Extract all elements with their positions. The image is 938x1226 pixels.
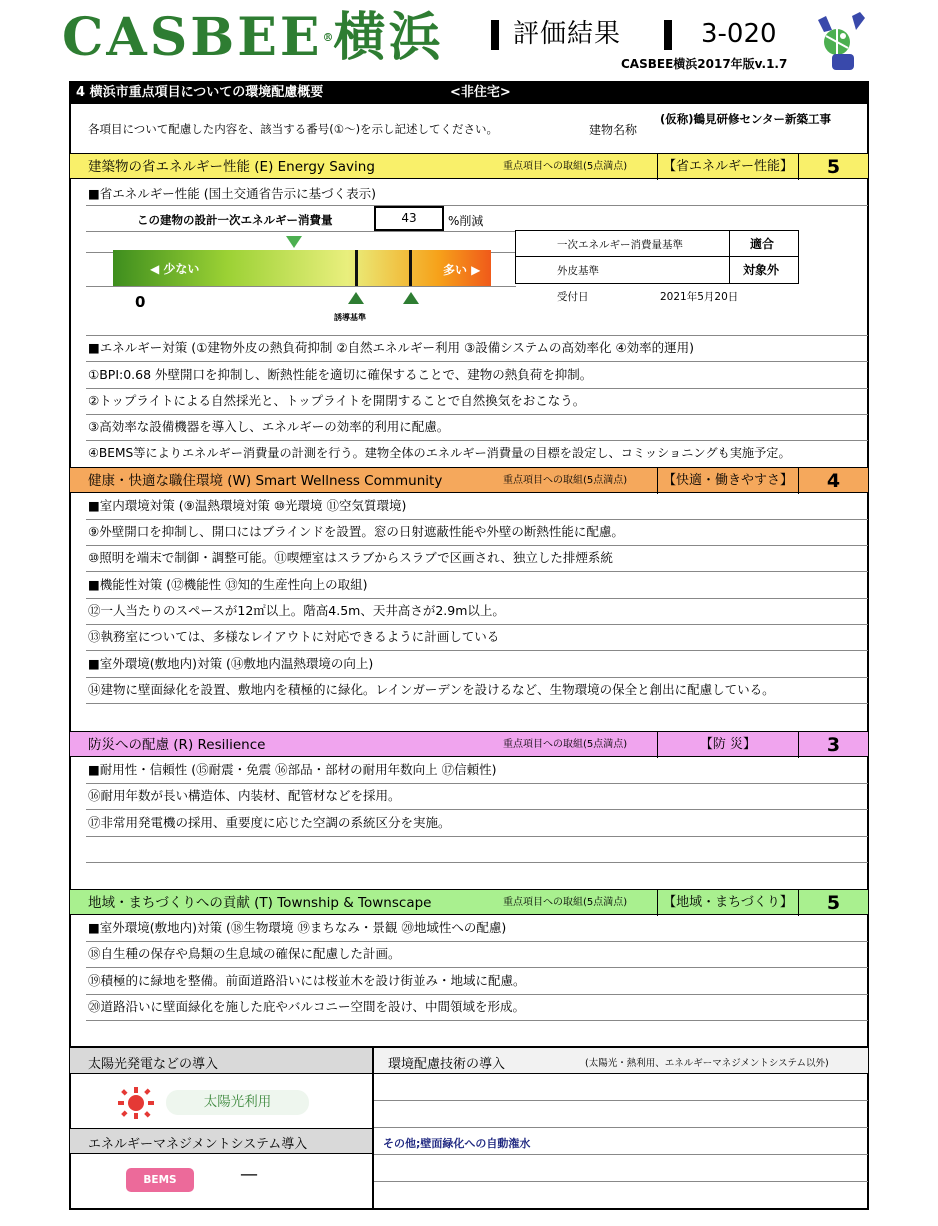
logo-registered-mark: ® (322, 31, 334, 44)
energy-measures-heading: ■エネルギー対策 (①建物外皮の熱負荷抑制 ②自然エネルギー利用 ③設備システムの高効率化 ④効率的運用) (88, 340, 695, 355)
standard-line-2 (409, 250, 412, 286)
township-score: 5 (826, 892, 841, 914)
section-title: 4 横浜市重点項目についての環境配慮概要 (76, 85, 324, 100)
primary-energy-standard-label: 一次エネルギー消費量基準 (557, 239, 683, 251)
resilience-effort-label: 重点項目への取組(5点満点) (503, 739, 628, 750)
wellness-effort-label: 重点項目への取組(5点満点) (503, 475, 628, 486)
building-name-label: 建物名称 (589, 123, 638, 137)
wellness-category-header (70, 467, 868, 493)
wellness-line-4: ■機能性対策 (⑫機能性 ⑬知的生産性向上の取組) (88, 577, 368, 592)
reception-date-value: 2021年5月20日 (660, 291, 739, 303)
title-bar-left (491, 20, 499, 50)
design-level-marker-icon (286, 236, 302, 248)
resilience-line-3: ⑰非常用発電機の採用、重要度に応じた空調の系統区分を実施。 (88, 815, 451, 830)
resilience-title: 防災への配慮 (R) Resilience (88, 737, 266, 753)
wellness-title: 健康・快適な職住環境 (W) Smart Wellness Community (88, 473, 443, 489)
township-effort-label: 重点項目への取組(5点満点) (503, 897, 628, 908)
title-bar-right (664, 20, 672, 50)
township-line-1: ■室外環境(敷地内)対策 (⑱生物環境 ⑲まちなみ・景観 ⑳地域性への配慮) (88, 920, 507, 935)
energy-item-1: ①BPI:0.68 外壁開口を抑制し、断熱性能を適切に確保することで、建物の熱負荷を抑制。 (88, 367, 593, 382)
energy-item-3: ③高効率な設備機器を導入し、エネルギーの効率的利用に配慮。 (88, 419, 450, 434)
tech-other: その他;壁面緑化への自動潅水 (383, 1137, 531, 1150)
evaluation-number: 3-020 (701, 19, 777, 49)
wellness-line-7: ■室外環境(敷地内)対策 (⑭敷地内温熱環境の向上) (88, 656, 374, 671)
energy-standard-heading: ■省エネルギー性能 (国土交通省告示に基づく表示) (88, 186, 377, 201)
scale-zero: 0 (135, 293, 146, 311)
township-line-4: ⑳道路沿いに壁面緑化を施した庇やバルコニー空間を設け、中間領域を形成。 (88, 999, 526, 1014)
scale-less-label: ◀ 少ない (150, 262, 200, 276)
design-energy-label: この建物の設計一次エネルギー消費量 (137, 213, 333, 227)
tech-note: (太陽光・熱利用、エネルギーマネジメントシステム以外) (585, 1058, 829, 1069)
induction-standard-label: 誘導基準 (334, 313, 366, 322)
bems-badge: BEMS (126, 1168, 194, 1192)
scale-more-label: 多い ▶ (443, 263, 481, 277)
resilience-box-label: 【防 災】 (657, 732, 799, 758)
wellness-line-5: ⑫一人当たりのスペースが12㎡以上。階高4.5m、天井高さが2.9m以上。 (88, 603, 505, 618)
design-energy-unit: %削減 (448, 214, 484, 228)
resilience-line-1: ■耐用性・信頼性 (⑮耐震・免震 ⑯部品・部材の耐用年数向上 ⑰信頼性) (88, 762, 497, 777)
building-name: (仮称)鶴見研修センター新築工事 (660, 112, 832, 126)
logo-main-text: CASBEE (62, 7, 323, 68)
resilience-line-2: ⑯耐用年数が長い構造体、内装材、配管材などを採用。 (88, 788, 401, 803)
wellness-line-3: ⑩照明を端末で制御・調整可能。⑪喫煙室はスラブからスラブで区画され、独立した排煙系統 (88, 550, 613, 565)
energy-score: 5 (826, 156, 841, 178)
energy-item-4: ④BEMS等によりエネルギー消費量の計測を行う。建物全体のエネルギー消費量の目標を設定し、コミッショニングも実施予定。 (88, 446, 791, 460)
logo-city-text: 横浜 (333, 7, 444, 68)
design-energy-value: 43 (374, 206, 444, 231)
energy-title: 建築物の省エネルギー性能 (E) Energy Saving (88, 159, 375, 175)
page-title: 評価結果 (513, 19, 622, 49)
wellness-line-2: ⑨外壁開口を抑制し、開口にはブラインドを設置。窓の日射遮蔽性能や外壁の断熱性能に配慮。 (88, 524, 624, 539)
tech-heading: 環境配慮技術の導入 (388, 1057, 506, 1072)
solar-badge: 太陽光利用 (166, 1090, 309, 1115)
mascot-icon (810, 8, 872, 76)
township-box-label: 【地域・まちづくり】 (657, 890, 799, 916)
standard-line-1 (355, 250, 358, 286)
township-line-2: ⑱自生種の保存や鳥類の生息域の確保に配慮した計画。 (88, 946, 401, 961)
solar-heading: 太陽光発電などの導入 (88, 1057, 219, 1072)
section-title-bar (70, 82, 868, 104)
ems-value: — (240, 1164, 258, 1185)
version-label: CASBEE横浜2017年版v.1.7 (621, 57, 788, 71)
ems-heading: エネルギーマネジメントシステム導入 (88, 1137, 308, 1152)
energy-category-header (70, 153, 868, 179)
wellness-line-8: ⑭建物に壁面緑化を設置、敷地内を積極的に緑化。レインガーデンを設けるなど、生物環境の保全と創出に配慮している。 (88, 682, 775, 697)
resilience-score: 3 (826, 734, 841, 756)
standard-marker-icon (403, 292, 419, 304)
energy-item-2: ②トップライトによる自然採光と、トップライトを開閉することで自然換気をおこなう。 (88, 393, 586, 408)
wellness-box-label: 【快適・働きやすさ】 (657, 468, 799, 494)
primary-energy-standard-value: 適合 (750, 237, 775, 251)
intro-text: 各項目について配慮した内容を、該当する番号(①〜)を示し記述してください。 (88, 122, 499, 136)
sun-icon (110, 1086, 156, 1120)
energy-effort-label: 重点項目への取組(5点満点) (503, 161, 628, 172)
wellness-score: 4 (826, 470, 841, 492)
township-line-3: ⑲積極的に緑地を整備。前面道路沿いには桜並木を設け街並み・地域に配慮。 (88, 973, 526, 988)
induction-marker-icon (348, 292, 364, 304)
envelope-standard-value: 対象外 (743, 263, 780, 277)
wellness-line-1: ■室内環境対策 (⑨温熱環境対策 ⑩光環境 ⑪空気質環境) (88, 498, 407, 513)
casbee-yokohama-logo (62, 6, 444, 70)
section-subtitle: <非住宅> (450, 85, 511, 100)
township-category-header (70, 889, 868, 915)
energy-box-label: 【省エネルギー性能】 (657, 154, 799, 180)
reception-date-label: 受付日 (557, 291, 589, 303)
wellness-line-6: ⑬執務室については、多様なレイアウトに対応できるように計画している (88, 629, 500, 644)
township-title: 地域・まちづくりへの貢献 (T) Township & Townscape (88, 895, 432, 911)
resilience-category-header (70, 731, 868, 757)
envelope-standard-label: 外皮基準 (557, 265, 599, 277)
